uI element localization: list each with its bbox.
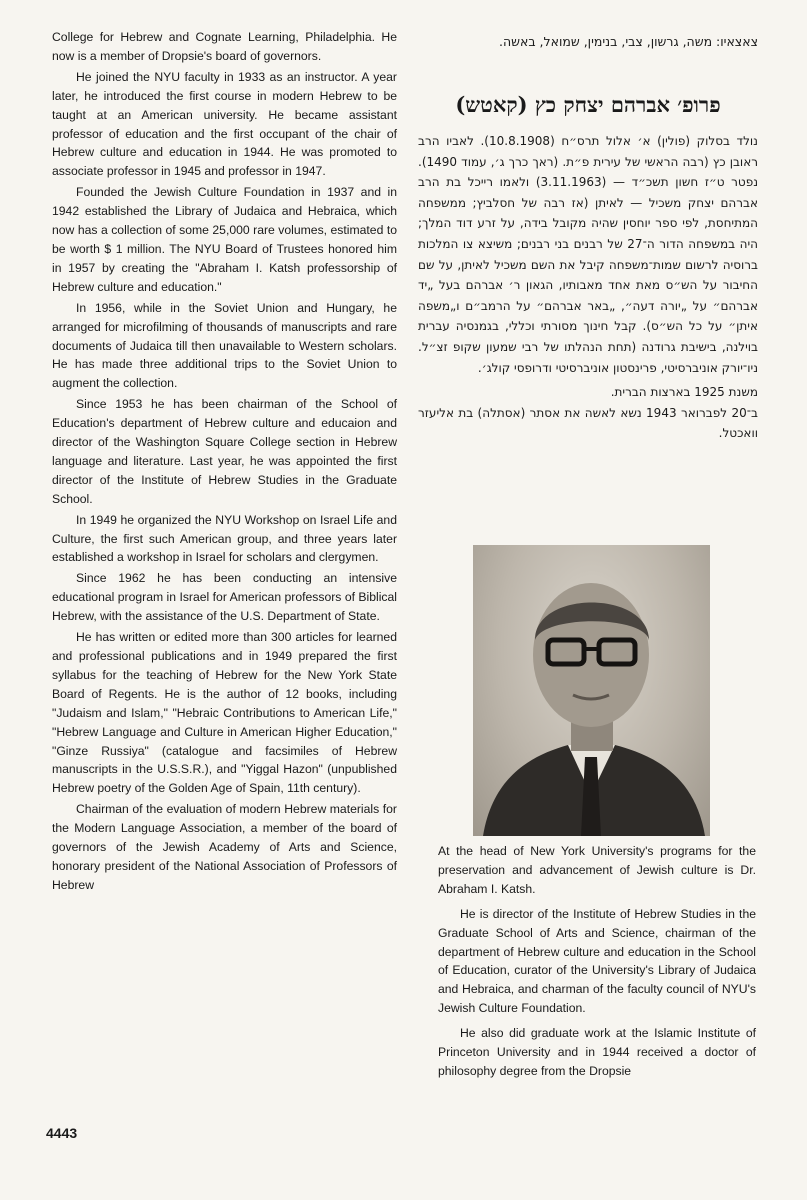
hebrew-paragraph: ב־20 לפברואר 1943 נשא לאשה את אסתר (אסתלה) בת אליעזר וואכטל. [418, 405, 758, 441]
body-paragraph: He joined the NYU faculty in 1933 as an instructor. A year later, he introduced the first course in modern Hebrew to be taught at an American university. He became assistant professor of education and the first occupant of the chair of Hebrew culture and education in 1944. He was promoted to associate professor in 1945 and professor in 1947. [52, 69, 397, 179]
hebrew-paragraph: משנת 1925 בארצות הברית. [610, 385, 758, 400]
page-number: 4443 [46, 1125, 78, 1141]
hebrew-paragraph: נולד בסלוק (פולין) א׳ אלול תרס״ח (10.8.1908). לאביו הרב ראובן כץ (רבה הראשי של עירית פ״ת. (ראך כרך ג׳, עמוד 1490). נפטר ט״ז חשון תשכ״ד — (3.11.1963) ולאמו רייכל בת הרב אברהם יצחק משכיל — לאיתן (אז רבה של חסלביץ; ממשפחה המתיחסת, לפי ספר יוחסין שהיה מקובל בידה, על זרע דוד המלך; היה במשפחה הדור ה־27 של רבנים בני רבנים; משיצא צו המלכות ברוסיה לרשום שמות־משפחה קיבל את השם משכיל לאיתן, על שם החיבור על הש״ס מאת אחד מאבותיו, הגאון ר׳ אברהם בעל „יד אברהם״ על „יורה דעה״, „באר אברהם״ על הרמב״ם ו„משפה איתן״ על כל הש״ס). קבל חינוך מסורתי וכללי, בגמנסיה עברית בוילנה, בישיבת גרודנה (תחת הנהלתו של רבי שמעון שקופ זצ״ל. ניו־יורק אוניברסיטי, פרינסטון אוניברסיטי ודרופסי קולג׳. [418, 134, 758, 375]
hebrew-body [418, 131, 758, 444]
caption-paragraph: At the head of New York University's programs for the preservation and advancement of Jewish culture is Dr. Abraham I. Katsh. [438, 844, 756, 896]
body-paragraph: College for Hebrew and Cognate Learning, Philadelphia. He now is a member of Dropsie's board of governors. [52, 30, 397, 63]
right-column-hebrew [418, 28, 758, 444]
caption-paragraph: He is director of the Institute of Hebrew Studies in the Graduate School of Arts and Science, chairman of the department of Hebrew culture and education in the School of Education, curator of the University's Library of Judaica and Hebraica, and charman of the faculty council of NYU's Jewish Culture Foundation. [438, 906, 756, 1016]
portrait-photo [473, 545, 710, 836]
body-paragraph: Since 1962 he has been conducting an intensive educational program in Israel for American professors of Biblical Hebrew, with the assistance of the U.S. Department of State. [52, 571, 397, 624]
body-paragraph: Chairman of the evaluation of modern Hebrew materials for the Modern Language Association, a member of the board of governors of the Jewish Academy of Arts and Science, honorary president of the National Association of Professors of Hebrew [52, 802, 397, 892]
body-paragraph: Founded the Jewish Culture Foundation in 1937 and in 1942 established the Library of Judaica and Hebraica, which now has a collection of some 25,000 rare volumes, estimated to be worth $ 1 million. The NYU Board of Trustees honored him in 1957 by creating the "Abraham I. Katsh professorship of Hebrew culture and education." [52, 185, 397, 294]
body-paragraph: In 1956, while in the Soviet Union and Hungary, he arranged for microfilming of thousands of manuscripts and rare documents of Judaica till then unavailable to Western scholars. He has made three additional trips to the Soviet Union to augment the collection. [52, 300, 397, 391]
caption-paragraph: He also did graduate work at the Islamic Institute of Princeton University and in 1944 received a doctor of philosophy degree from the Dropsie [438, 1026, 756, 1078]
body-paragraph: In 1949 he organized the NYU Workshop on Israel Life and Culture, the first such American group, and three years later established a workshop in Israel for scholars and clergymen. [52, 512, 397, 565]
hebrew-descendants-line: צאצאיו: משה, גרשון, צבי, בנימין, שמואל, באשה. [499, 34, 758, 49]
hebrew-article-title: פרופ׳ אברהם יצחק כץ (קאטש) [455, 92, 721, 117]
portrait-silhouette-icon [473, 545, 710, 836]
photo-caption [438, 842, 756, 1087]
body-paragraph: He has written or edited more than 300 articles for learned and professional publications and in 1949 prepared the first syllabus for the teaching of Hebrew for the New York State Board of Regents. He is the author of 12 books, including "Judaism and Islam," "Hebraic Contributions to American Life," "Hebrew Language and Culture in American Higher Education," "Ginze Russiya" (catalogue and facsimiles of Hebrew manuscripts in the U.S.S.R.), and "Yiggal Hazon" (unpublished Hebrew poetry of the Golden Age of Spain, 11th century). [52, 630, 397, 796]
left-column-english [52, 28, 397, 897]
body-paragraph: Since 1953 he has been chairman of the School of Education's department of Hebrew culture and educaion and director of the Washington Square College section in Hebrew language and literature. Last year, he was appointed the first director of the Institute of Hebrew Studies in the Graduate School. [52, 397, 397, 506]
